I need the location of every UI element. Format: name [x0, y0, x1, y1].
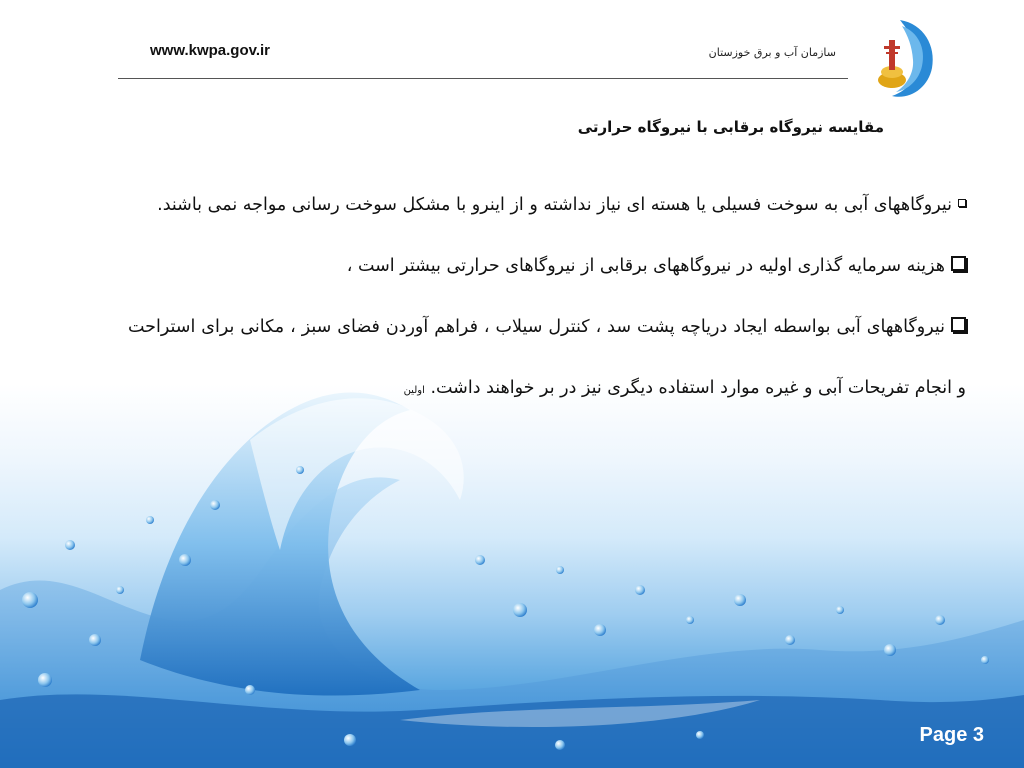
- slide-content: [128, 175, 966, 421]
- website-url[interactable]: www.kwpa.gov.ir: [150, 42, 271, 59]
- hollow-square-icon: [951, 317, 966, 332]
- paragraph-text: نیروگاههای آبی بواسطه ایجاد دریاچه پشت سد ، کنترل سیلاب ، فراهم آوردن فضای سبز ، مکانی برای استراحت و انجام تفریحات آبی و غیره موارد استفاده دیگری نیز در بر خواهند داشت.: [128, 317, 966, 398]
- paragraph-benefits: [128, 297, 966, 421]
- paragraph-note: اولین: [403, 385, 425, 396]
- slide-title: مقایسه نیروگاه برقابی با نیروگاه حرارتی: [577, 118, 884, 136]
- paragraph-fuel: [128, 175, 966, 236]
- paragraph-text: هزینه سرمایه گذاری اولیه در نیروگاههای برقابی از نیروگاهای حرارتی بیشتر است ،: [346, 256, 945, 276]
- hollow-square-icon: [951, 256, 966, 271]
- paragraph-cost: [128, 236, 966, 297]
- kwpa-logo-icon: [862, 18, 938, 100]
- paragraph-text: نیروگاههای آبی به سوخت فسیلی یا هسته ای نیاز نداشته و از اینرو با مشکل سوخت رسانی مواجه نمی باشند.: [157, 195, 952, 215]
- hollow-square-icon: [958, 199, 966, 207]
- organization-name: سازمان آب و برق خوزستان: [708, 46, 836, 59]
- header-divider: [118, 78, 848, 79]
- page-number: Page 3: [919, 724, 984, 746]
